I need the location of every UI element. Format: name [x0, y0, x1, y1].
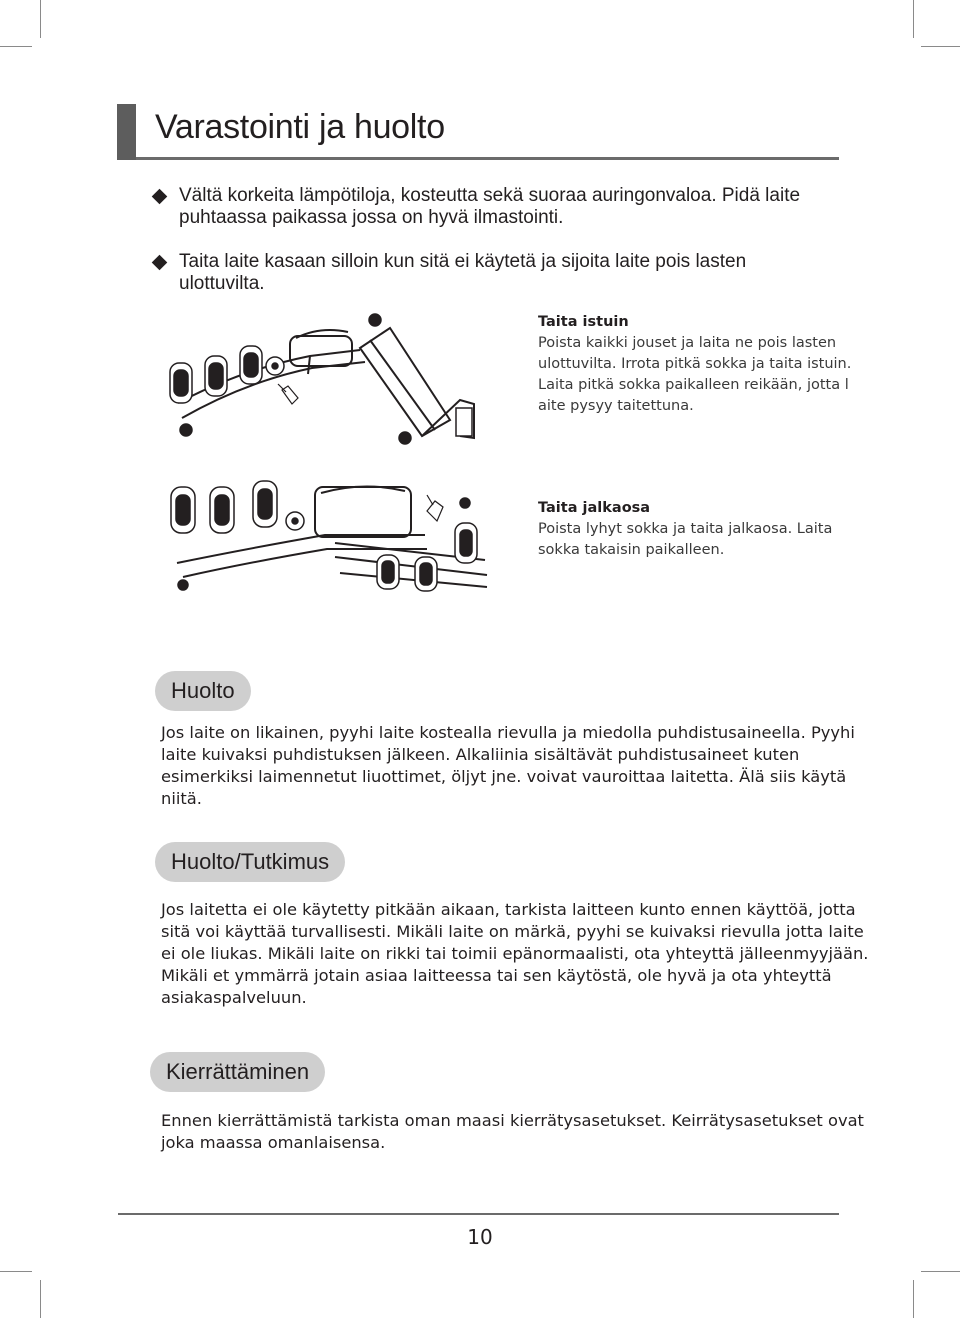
fold-seat-caption-title: Taita istuin — [538, 314, 629, 330]
diamond-bullet-icon — [152, 189, 168, 205]
fold-seat-illustration — [160, 308, 500, 460]
fold-leg-caption-title: Taita jalkaosa — [538, 500, 651, 516]
bullet-item — [152, 251, 832, 295]
page-title-block — [117, 104, 839, 160]
fold-leg-caption-text: Poista lyhyt sokka ja taita jalkaosa. Laita sokka takaisin paikalleen. — [538, 521, 833, 558]
title-underline — [136, 157, 839, 160]
crop-mark — [921, 1271, 960, 1272]
crop-mark — [913, 0, 914, 38]
crop-mark — [913, 1280, 914, 1318]
fold-leg-illustration — [165, 475, 495, 600]
crop-mark — [40, 0, 41, 38]
crop-mark — [0, 1271, 32, 1272]
crop-mark — [921, 46, 960, 47]
fold-leg-caption — [538, 498, 868, 561]
page-number: 10 — [467, 1225, 493, 1249]
section-heading-tutkimus: Huolto/Tutkimus — [155, 842, 345, 882]
section-heading-kierratys: Kierrättäminen — [150, 1052, 325, 1092]
fold-seat-caption — [538, 312, 868, 417]
section-text-tutkimus: Jos laitetta ei ole käytetty pitkään aikaan, tarkista laitteen kunto ennen käyttöä, jotta sitä voi käyttää turvallisesti. Mikäli laite on märkä, pyyhi se kuivaksi rievulla jotta laite ei ole liukas. Mikäli laite on rikki tai toimii epänormaalisti, ota yhteyttä jälleenmyyjään. Mikäli et ymmärrä jotain asiaa laitteessa tai sen käytöstä, ole hyvä ja ota yhteyttä asiakaspalveluun. — [161, 900, 869, 1007]
crop-mark — [0, 46, 32, 47]
bullet-text: Vältä korkeita lämpötiloja, kosteutta sekä suoraa auringonvaloa. Pidä laite puhtaassa paikassa jossa on hyvä ilmastointi. — [179, 185, 801, 228]
fold-seat-caption-text: Poista kaikki jouset ja laita ne pois lasten ulottuvilta. Irrota pitkä sokka ja taita istuin. Laita pitkä sokka paikalleen reikään, jotta l aite pysyy taitettuna. — [538, 335, 852, 414]
crop-mark — [40, 1280, 41, 1318]
footer-divider — [118, 1213, 839, 1215]
bullet-item — [152, 185, 832, 229]
title-accent-bar — [117, 104, 136, 160]
bullet-text: Taita laite kasaan silloin kun sitä ei käytetä ja sijoita laite pois lasten ulottuvilta. — [179, 251, 747, 294]
page-title: Varastointi ja huolto — [155, 108, 445, 146]
section-text-huolto: Jos laite on likainen, pyyhi laite kostealla rievulla ja miedolla puhdistusaineella. Pyyhi laite kuivaksi puhdistuksen jälkeen. Alkaliinia sisältävät puhdistusaineet kuten esimerkiksi laimennetut liuottimet, öljyt jne. voivat vauroittaa laitetta. Älä siis käytä niitä. — [161, 723, 855, 808]
section-text-kierratys: Ennen kierrättämistä tarkista oman maasi kierrätysasetukset. Keirrätysasetukset ovat joka maassa omanlaisensa. — [161, 1111, 864, 1152]
section-heading-huolto: Huolto — [155, 671, 251, 711]
diamond-bullet-icon — [152, 255, 168, 271]
